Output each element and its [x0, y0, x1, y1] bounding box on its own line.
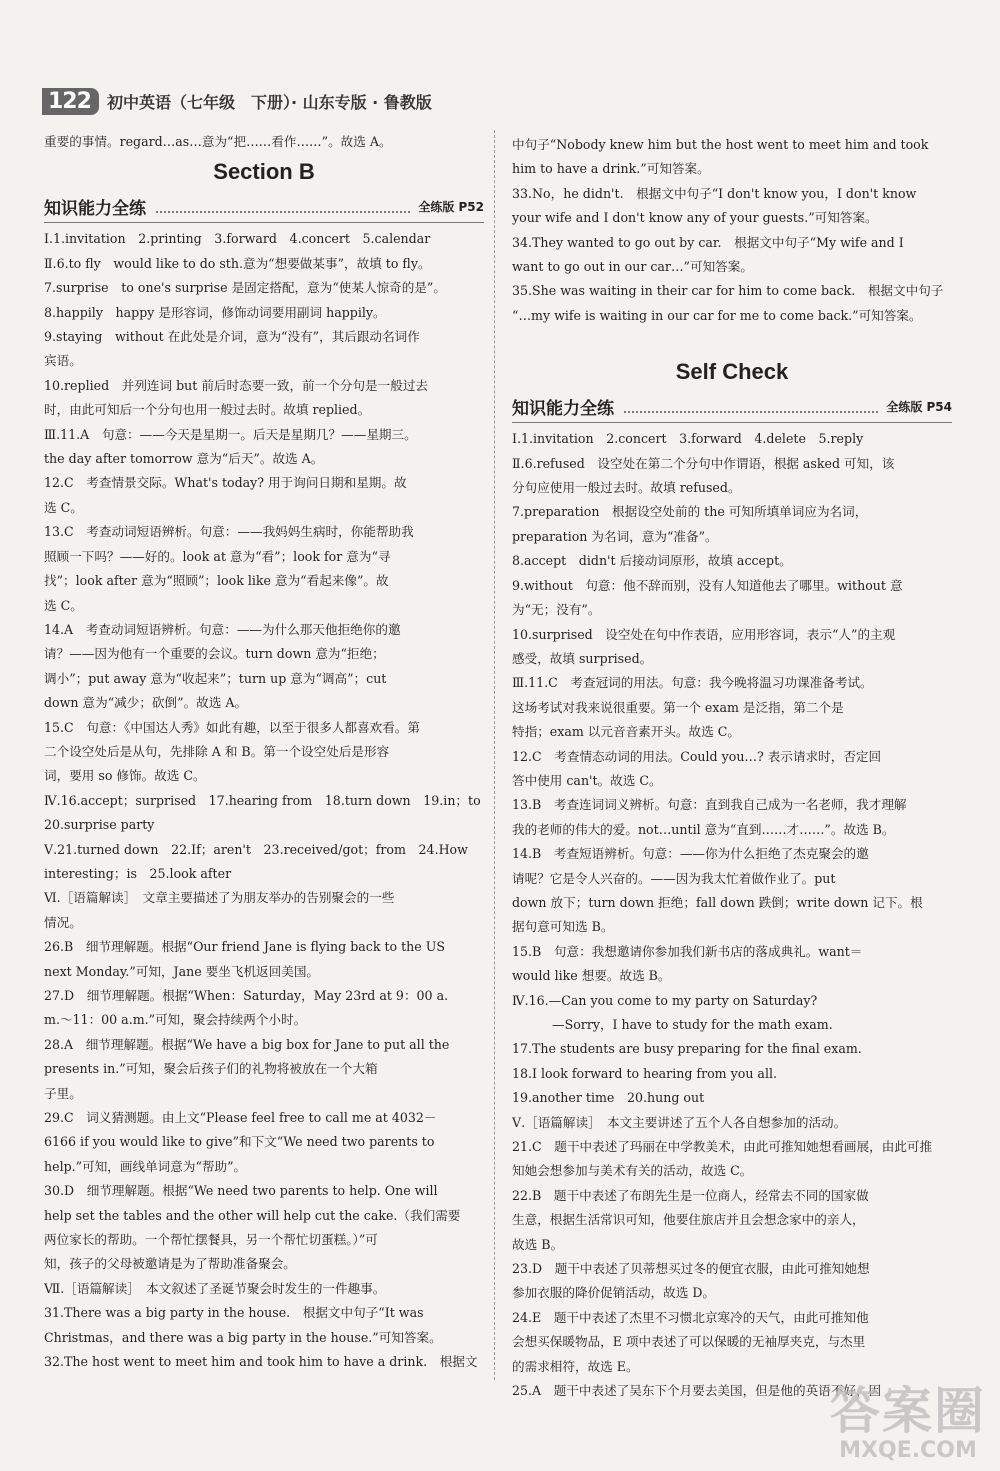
answer-line: 9.without 句意：他不辞而别，没有人知道他去了哪里。without 意 [512, 577, 903, 593]
answer-line: 二个设空处后是从句，先排除 A 和 B。第一个设空处后是形容 [44, 743, 390, 759]
answer-line: 12.C 考查情态动词的用法。Could you…? 表示请求时，否定回 [512, 748, 882, 764]
answer-line: presents in.”可知，聚会后孩子们的礼物将被放在一个大箱 [44, 1061, 378, 1077]
answer-line: 这场考试对我来说很重要。第一个 exam 是泛指，第二个是 [512, 699, 844, 715]
answer-line: 14.B 考查短语辨析。句意：——你为什么拒绝了杰克聚会的邀 [512, 846, 869, 862]
answer-line: down 放下；turn down 拒绝；fall down 跌倒；write down 记下。根 [512, 894, 923, 910]
page-header [42, 86, 432, 116]
answer-line: 22.B 题干中表述了布朗先生是一位商人，经常去不同的国家做 [512, 1187, 869, 1203]
section-bar-right [512, 390, 952, 423]
answer-line: 分句应使用一般过去时。故填 refused。 [512, 480, 741, 496]
answer-line: 32.The host went to meet him and took him to have a drink. 根据文 [44, 1354, 478, 1370]
answer-line: 13.C 考查动词短语辨析。句意：——我妈妈生病时，你能帮助我 [44, 524, 414, 540]
right-answer-lines [512, 427, 952, 1403]
answer-line: 据句意可知选 B。 [512, 919, 614, 935]
answer-line: 20.surprise party [44, 817, 155, 833]
answer-line: 19.another time 20.hung out [512, 1090, 705, 1106]
answer-line: 重要的事情。regard…as…意为“把……看作……”。故选 A。 [44, 134, 392, 149]
answer-line: 知，孩子的父母被邀请是为了帮助准备聚会。 [44, 1256, 296, 1272]
bar-label: 知识能力全练 [512, 398, 614, 419]
answer-line: Ⅳ.16.—Can you come to my party on Saturday? [512, 992, 818, 1008]
answer-line: 9.staying without 在此处是介词，意为“没有”，其后跟动名词作 [44, 329, 420, 345]
watermark-top: 答案圈 [830, 1381, 986, 1440]
answer-line: down 意为“减少；砍倒”。故选 A。 [44, 695, 248, 711]
answer-line: interesting；is 25.look after [44, 865, 232, 881]
right-top-lines [512, 133, 952, 328]
answer-line: Ⅲ.11.A 句意：——今天是星期一。后天是星期几？——星期三。 [44, 426, 417, 442]
answer-line: 的需求相符，故选 E。 [512, 1358, 639, 1374]
answer-line: 请？——因为他有一个重要的会议。turn down 意为“拒绝； [44, 646, 385, 662]
answer-line: 24.E 题干中表述了杰里不习惯北京寒冷的天气，由此可推知他 [512, 1309, 869, 1325]
answer-line: 宾语。 [44, 353, 82, 369]
answer-line: 7.surprise to one's surprise 是固定搭配，意为“使某人惊奇的是”。 [44, 280, 446, 296]
page-number: 122 [42, 88, 99, 115]
answer-line: Ⅱ.6.to fly would like to do sth.意为“想要做某事”，故填 to fly。 [44, 255, 431, 271]
bar-ref: 全练版 P54 [886, 399, 952, 414]
answer-line: 情况。 [44, 914, 82, 930]
watermark [830, 1381, 986, 1463]
answer-line: Ⅰ.1.invitation 2.concert 3.forward 4.delete 5.reply [512, 431, 864, 447]
answer-line: 10.surprised 设空处在句中作表语，应用形容词，表示“人”的主观 [512, 626, 896, 642]
answer-line: 34.They wanted to go out by car. 根据文中句子“My wife and I [512, 234, 904, 250]
answer-line: Ⅲ.11.C 考查冠词的用法。句意：我今晚将温习功课准备考试。 [512, 675, 873, 691]
answer-line: Ⅵ.［语篇解读］ 文章主要描述了为朋友举办的告别聚会的一些 [44, 890, 395, 906]
answer-line: “…my wife is waiting in our car for me to come back.”可知答案。 [512, 307, 922, 323]
answer-line: 选 C。 [44, 597, 83, 613]
answer-line: him to have a drink.”可知答案。 [512, 161, 710, 177]
answer-line: 为“无；没有”。 [512, 602, 601, 618]
answer-line: 子里。 [44, 1085, 82, 1101]
answer-line: 31.There was a big party in the house. 根据文中句子“It was [44, 1305, 424, 1321]
answer-line: 时，由此可知后一个分句也用一般过去时。故填 replied。 [44, 402, 371, 418]
answer-line: next Monday.”可知，Jane 要坐飞机返回美国。 [44, 963, 320, 979]
section-title-left: Section B [213, 159, 315, 185]
answer-line: 感受，故填 surprised。 [512, 650, 653, 666]
answer-line: want to go out in our car…”可知答案。 [512, 259, 753, 275]
section-bar-left [44, 190, 484, 223]
answer-line: 15.B 句意：我想邀请你参加我们新书店的落成典礼。want＝ [512, 943, 863, 959]
column-divider [494, 130, 495, 1380]
answer-line: 30.D 细节理解题。根据“We need two parents to help. One will [44, 1183, 438, 1199]
answer-line: Ⅰ.1.invitation 2.printing 3.forward 4.concert 5.calendar [44, 231, 431, 247]
answer-line: 7.preparation 根据设空处前的 the 可知所填单词应为名词， [512, 504, 868, 520]
watermark-bottom: MXQE.COM [839, 1437, 977, 1463]
answer-line: 28.A 细节理解题。根据“We have a big box for Jane to put all the [44, 1036, 450, 1052]
answer-line: 33.No，he didn't. 根据文中句子“I don't know you，I don't know [512, 185, 917, 201]
answer-line: 参加衣服的降价促销活动，故选 D。 [512, 1285, 716, 1301]
answer-line: help set the tables and the other will help cut the cake.（我们需要 [44, 1207, 461, 1223]
answer-line: Ⅶ.［语篇解读］ 本文叙述了圣诞节聚会时发生的一件趣事。 [44, 1280, 386, 1296]
answer-line: 18.I look forward to hearing from you all. [512, 1065, 777, 1081]
left-answer-lines [44, 227, 484, 1374]
answer-line: 6166 if you would like to give”和下文“We need two parents to [44, 1134, 435, 1150]
answer-line: 25.A 题干中表述了吴东下个月要去美国，但是他的英语不好，因 [512, 1383, 882, 1399]
answer-line: 两位家长的帮助。一个帮忙摆餐具，另一个帮忙切蛋糕。）”可 [44, 1232, 378, 1248]
answer-line: Ⅱ.6.refused 设空处在第二个分句中作谓语，根据 asked 可知，该 [512, 455, 895, 471]
answer-line: 选 C。 [44, 499, 83, 515]
left-top-lines [44, 130, 484, 154]
answer-line: 27.D 细节理解题。根据“When：Saturday，May 23rd at 9：00 a. [44, 988, 449, 1003]
left-column [44, 130, 484, 1375]
answer-line: 生意，根据生活常识可知，他要住旅店并且会想念家中的亲人， [512, 1212, 865, 1228]
answer-line: 找”；look after 意为“照顾”；look like 意为“看起来像”。故 [44, 573, 389, 589]
answer-line: 我的老师的伟大的爱。not…until 意为“直到……才……”。故选 B。 [512, 821, 895, 837]
answer-line: 8.accept didn't 后接动词原形，故填 accept。 [512, 553, 792, 569]
answer-line: 词，要用 so 修饰。故选 C。 [44, 768, 206, 784]
answer-line: your wife and I don't know any of your guests.”可知答案。 [512, 210, 878, 226]
answer-line: 23.D 题干中表述了贝蒂想买过冬的便宜衣服，由此可推知她想 [512, 1261, 870, 1277]
answer-line: 21.C 题干中表述了玛丽在中学教美术，由此可推知她想看画展，由此可推 [512, 1139, 933, 1155]
answer-line: 26.B 细节理解题。根据“Our friend Jane is flying back to the US [44, 939, 445, 955]
section-title-right: Self Check [675, 359, 789, 385]
right-column [512, 133, 952, 1404]
bar-ref: 全练版 P52 [418, 199, 484, 214]
bar-label: 知识能力全练 [44, 198, 146, 219]
answer-line: 特指；exam 以元音音素开头。故选 C。 [512, 724, 740, 740]
answer-line: 调小”；put away 意为“收起来”；turn up 意为“调高”；cut [44, 670, 387, 686]
answer-line: preparation 为名词，意为“准备”。 [512, 528, 718, 544]
answer-line: help.”可知，画线单词意为“帮助”。 [44, 1158, 247, 1174]
answer-line: 8.happily happy 是形容词，修饰动词要用副词 happily。 [44, 304, 386, 320]
bar-dots [156, 199, 410, 213]
answer-line: 29.C 词义猜测题。由上文“Please feel free to call me at 4032－ [44, 1110, 437, 1126]
answer-line: 请呢？它是令人兴奋的。——因为我太忙着做作业了。put [512, 870, 836, 886]
answer-line: 15.C 句意：《中国达人秀》如此有趣，以至于很多人都喜欢看。第 [44, 719, 420, 735]
answer-line: Christmas，and there was a big party in the house.”可知答案。 [44, 1329, 442, 1345]
answer-line: m.～11：00 a.m.”可知，聚会持续两个小时。 [44, 1012, 307, 1028]
answer-line: would like 想要。故选 B。 [512, 968, 671, 984]
answer-line: 10.replied 并列连词 but 前后时态要一致，前一个分句是一般过去 [44, 377, 429, 393]
answer-line: —Sorry，I have to study for the math exam. [552, 1017, 833, 1032]
answer-line: 12.C 考查情景交际。What's today? 用于询问日期和星期。故 [44, 475, 407, 491]
bar-dots [624, 399, 878, 413]
answer-line: 故选 B。 [512, 1236, 564, 1252]
answer-line: 13.B 考查连词词义辨析。句意：直到我自己成为一名老师，我才理解 [512, 797, 907, 813]
answer-line: the day after tomorrow 意为“后天”。故选 A。 [44, 451, 324, 467]
answer-line: 照顾一下吗？——好的。look at 意为“看”；look for 意为“寻 [44, 548, 391, 564]
answer-line: 答中使用 can't。故选 C。 [512, 772, 662, 788]
answer-line: 35.She was waiting in their car for him to come back. 根据文中句子 [512, 283, 944, 299]
answer-line: Ⅴ.［语篇解读］ 本文主要讲述了五个人各自想参加的活动。 [512, 1114, 847, 1130]
answer-line: 知她会想参加与美术有关的活动，故选 C。 [512, 1163, 753, 1179]
answer-line: 中句子“Nobody knew him but the host went to meet him and took [512, 137, 929, 152]
book-title: 初中英语（七年级 下册）· 山东专版 · 鲁教版 [106, 92, 432, 112]
answer-line: Ⅴ.21.turned down 22.If；aren't 23.received/got；from 24.How [44, 841, 468, 857]
answer-line: 14.A 考查动词短语辨析。句意：——为什么那天他拒绝你的邀 [44, 621, 401, 637]
answer-line: 会想买保暖物品，E 项中表述了可以保暖的无袖厚夹克，与杰里 [512, 1334, 866, 1350]
answer-line: 17.The students are busy preparing for the final exam. [512, 1041, 862, 1057]
answer-line: Ⅳ.16.accept；surprised 17.hearing from 18.turn down 19.in；to [44, 792, 481, 808]
